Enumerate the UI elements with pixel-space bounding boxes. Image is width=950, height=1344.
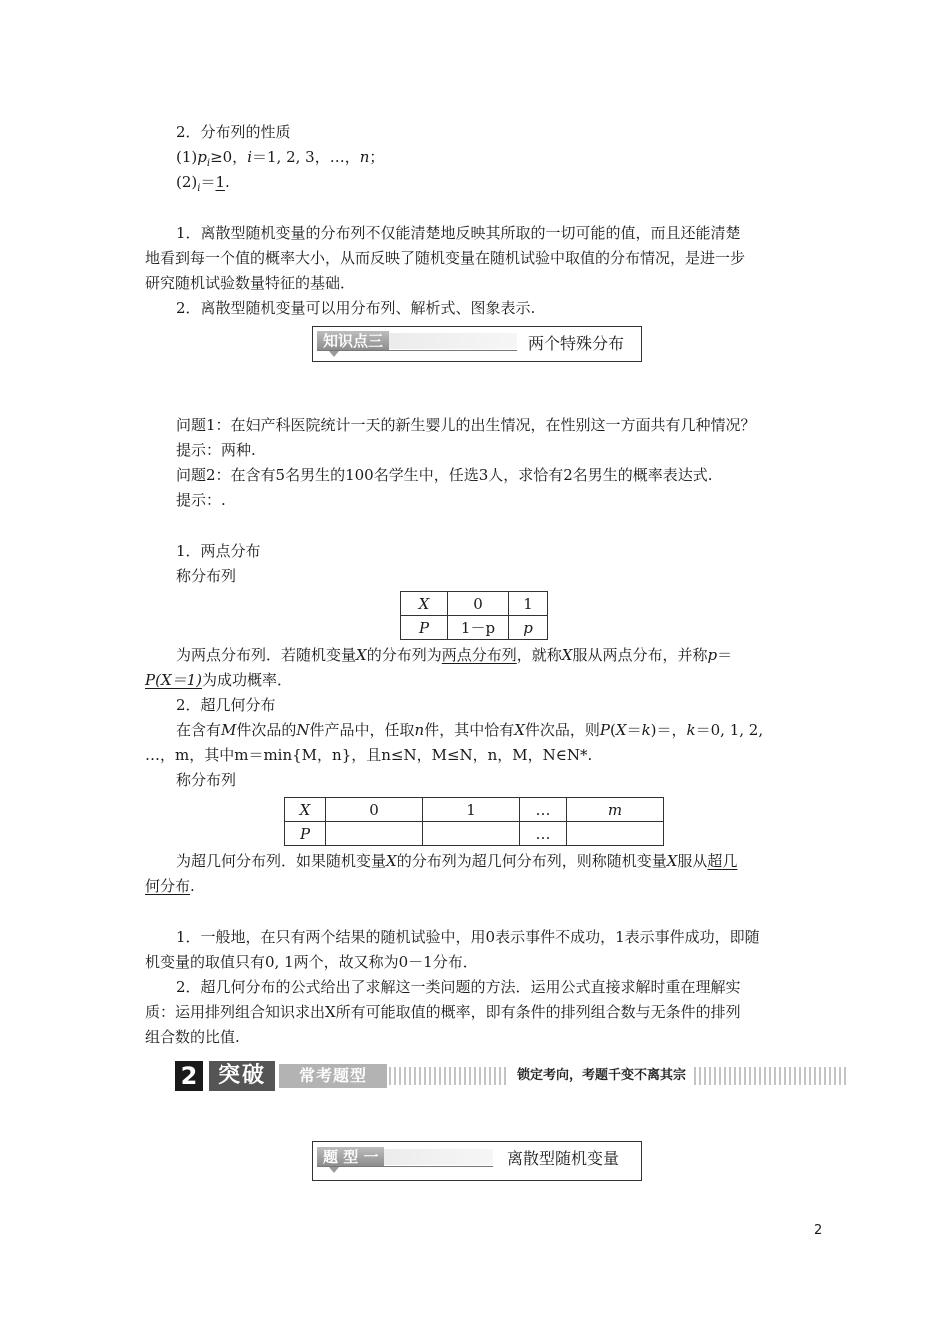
table-row (401, 592, 548, 616)
table-cell: 1 (423, 798, 520, 822)
table-cell: 0 (448, 592, 509, 616)
table-cell: 1－p (448, 616, 509, 640)
answer-1: 提示：两种. (176, 441, 256, 459)
table-cell: p (509, 616, 548, 640)
knowledge-point-tag: 知识点三 (317, 331, 389, 351)
question-2: 问题2：在含有5名男生的100名学生中，任选3人，求恰有2名男生的概率表达式. (176, 466, 713, 484)
hypergeometric-intro: 称分布列 (176, 771, 237, 789)
hypergeometric-definition-a: 为超几何分布列．如果随机变量X的分布列为超几何分布列，则称随机变量X服从超几 (176, 852, 738, 870)
table-cell: X (401, 592, 448, 616)
tag-pointer (329, 351, 339, 357)
note-distribution-1c: 研究随机试验数量特征的基础． (145, 274, 356, 292)
table-cell (423, 822, 520, 846)
knowledge-point-box (312, 326, 642, 362)
table-cell: m (567, 798, 664, 822)
section-banner (175, 1055, 847, 1097)
question-type-tag: 题 型 一 (317, 1147, 384, 1167)
property-2: $(2)_i=1$. (176, 173, 230, 194)
note-special-2b: 质：运用排列组合知识求出X所有可能取值的概率，即有条件的排列组合数与无条件的排列 (145, 1003, 741, 1021)
table-cell: 0 (326, 798, 423, 822)
note-special-1b: 机变量的取值只有0, 1两个，故又称为0－1分布． (145, 953, 478, 971)
table-row (285, 822, 664, 846)
banner-subtitle: 常考题型 (279, 1064, 387, 1088)
hypergeometric-line-1: 在含有M件次品的N件产品中，任取n件，其中恰有X件次品，则P(X＝k)＝，k＝0, 1, 2, (176, 721, 764, 739)
table-cell: P (401, 616, 448, 640)
table-cell (567, 822, 664, 846)
tag-underline (317, 350, 517, 351)
banner-number: 2 (175, 1061, 203, 1091)
table-row (401, 616, 548, 640)
table-cell (326, 822, 423, 846)
table-cell: X (285, 798, 326, 822)
note-distribution-1b: 地看到每一个值的概率大小，从而反映了随机变量在随机试验中取值的分布情况，是进一步 (145, 249, 746, 267)
hypergeometric-definition-b: 何分布. (145, 877, 195, 895)
note-special-1a: 1．一般地，在只有两个结果的随机试验中，用0表示事件不成功，1表示事件成功，即随 (176, 928, 760, 946)
table-cell: … (520, 798, 567, 822)
table-cell: … (520, 822, 567, 846)
tag-pointer (329, 1167, 339, 1173)
tag-underline (317, 1166, 493, 1167)
note-special-2c: 组合数的比值. (145, 1028, 240, 1046)
page-number: 2 (814, 1223, 823, 1238)
hypergeometric-table (284, 797, 664, 846)
note-special-2a: 2．超几何分布的公式给出了求解这一类问题的方法．运用公式直接求解时重在理解实 (176, 978, 741, 996)
answer-2: 提示：. (176, 491, 226, 509)
table-cell: 1 (509, 592, 548, 616)
section-heading-hypergeometric: 2．超几何分布 (176, 696, 276, 714)
section-heading-properties: 2．分布列的性质 (176, 123, 291, 141)
property-1: $(1)p_i\ge 0$，i＝1, 2, 3，…，n； (176, 148, 385, 169)
two-point-table (400, 591, 548, 640)
question-type-box (312, 1141, 642, 1181)
question-1: 问题1：在妇产科医院统计一天的新生婴儿的出生情况，在性别这一方面共有几种情况？ (176, 416, 756, 434)
two-point-definition-b: P(X＝1)为成功概率． (145, 671, 293, 689)
note-distribution-1a: 1．离散型随机变量的分布列不仅能清楚地反映其所取的一切可能的值，而且还能清楚 (176, 224, 741, 242)
section-heading-two-point: 1．两点分布 (176, 542, 261, 560)
banner-main-title: 突破 (209, 1061, 275, 1091)
knowledge-point-title: 两个特殊分布 (528, 334, 625, 353)
two-point-definition-a: 为两点分布列．若随机变量X的分布列为两点分布列，就称X服从两点分布，并称p＝ (176, 646, 733, 664)
question-type-title: 离散型随机变量 (507, 1149, 620, 1168)
banner-tagline: 锁定考向，考题千变不离其宗 (509, 1065, 694, 1087)
note-distribution-2: 2．离散型随机变量可以用分布列、解析式、图象表示. (176, 299, 536, 317)
hypergeometric-line-2: …，m，其中m＝min{M，n}，且n≤N，M≤N，n，M，N∈N*. (145, 746, 593, 764)
table-cell: P (285, 822, 326, 846)
two-point-intro: 称分布列 (176, 567, 237, 585)
table-row (285, 798, 664, 822)
